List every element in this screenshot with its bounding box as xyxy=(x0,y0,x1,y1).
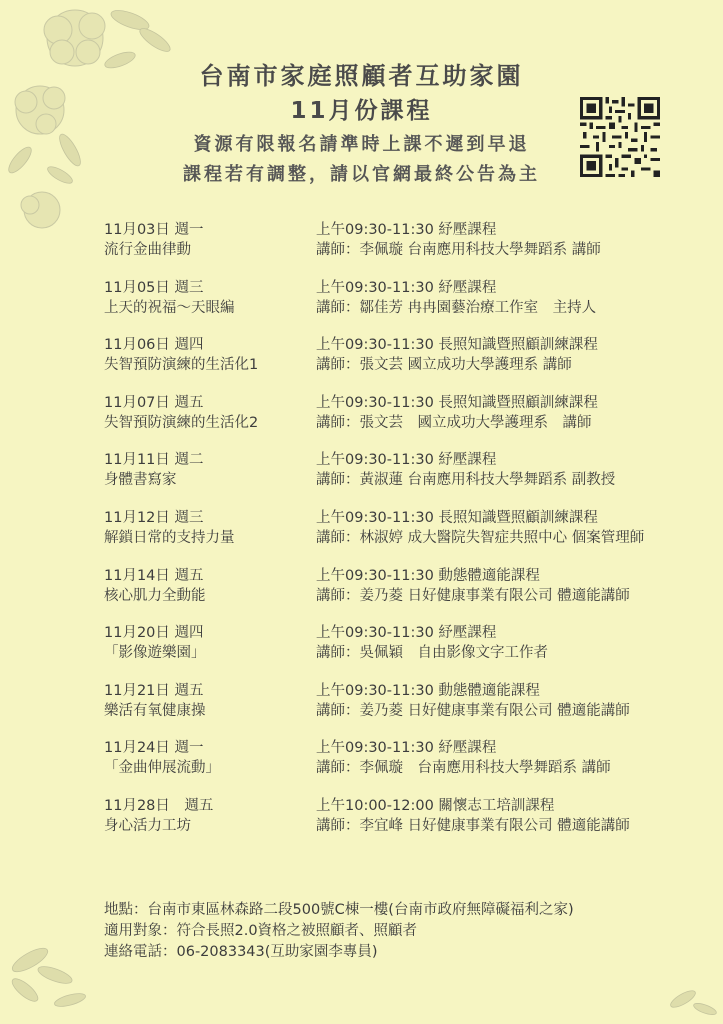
page-title: 台南市家庭照顧者互助家園 xyxy=(199,62,524,90)
qr-code-icon[interactable] xyxy=(580,97,660,177)
course-teacher: 講師：姜乃菱 日好健康事業有限公司 體適能講師 xyxy=(316,702,630,719)
schedule-row xyxy=(104,220,684,278)
course-name: 失智預防演練的生活化1 xyxy=(104,357,259,374)
course-date: 11月24日 週一 xyxy=(104,740,204,757)
course-date: 11月28日 週五 xyxy=(104,797,214,814)
course-teacher: 講師：李佩璇 台南應用科技大學舞蹈系 講師 xyxy=(316,760,611,777)
schedule-row xyxy=(104,508,684,566)
location-text: 地點：台南市東區林森路二段500號C棟一樓(台南市政府無障礙福利之家) xyxy=(104,902,574,918)
course-date: 11月12日 週三 xyxy=(104,509,204,526)
course-teacher: 講師：張文芸 國立成功大學護理系 講師 xyxy=(316,414,592,431)
course-time: 上午09:30-11:30 長照知識暨照顧訓練課程 xyxy=(316,394,598,411)
course-name: 流行金曲律動 xyxy=(104,242,191,258)
schedule-row xyxy=(104,623,684,681)
course-time: 上午09:30-11:30 紓壓課程 xyxy=(316,740,497,757)
course-date: 11月06日 週四 xyxy=(104,337,204,354)
course-name: 解鎖日常的支持力量 xyxy=(104,529,235,546)
schedule-row xyxy=(104,335,684,393)
course-time: 上午09:30-11:30 紓壓課程 xyxy=(316,279,497,296)
course-name: 失智預防演練的生活化2 xyxy=(104,414,259,431)
course-teacher: 講師：張文芸 國立成功大學護理系 講師 xyxy=(316,357,572,374)
notice-line-1: 資源有限報名請準時上課不遲到早退 xyxy=(193,134,530,155)
course-date: 11月14日 週五 xyxy=(104,567,204,584)
course-teacher: 講師：黃淑蓮 台南應用科技大學舞蹈系 副教授 xyxy=(316,472,616,489)
course-time: 上午09:30-11:30 紓壓課程 xyxy=(316,625,497,642)
course-date: 11月21日 週五 xyxy=(104,682,204,699)
course-teacher: 講師：李宜峰 日好健康事業有限公司 體適能講師 xyxy=(316,817,630,834)
course-time: 上午09:30-11:30 動態體適能課程 xyxy=(316,682,540,699)
footer-info xyxy=(104,900,574,963)
schedule-row xyxy=(104,738,684,796)
course-time: 上午09:30-11:30 動態體適能課程 xyxy=(316,567,540,584)
course-time: 上午09:30-11:30 長照知識暨照顧訓練課程 xyxy=(316,509,598,526)
schedule-row xyxy=(104,450,684,508)
course-time: 上午09:30-11:30 長照知識暨照顧訓練課程 xyxy=(316,337,598,354)
audience-text: 適用對象：符合長照2.0資格之被照顧者、照顧者 xyxy=(104,923,418,939)
month-title: 11月份課程 xyxy=(290,98,433,124)
course-name: 身體書寫家 xyxy=(104,472,177,489)
course-date: 11月07日 週五 xyxy=(104,394,204,411)
schedule-row xyxy=(104,796,684,854)
schedule-row xyxy=(104,566,684,624)
course-teacher: 講師：林淑婷 成大醫院失智症共照中心 個案管理師 xyxy=(316,529,645,546)
schedule-row xyxy=(104,278,684,336)
course-name: 「金曲伸展流動」 xyxy=(104,760,220,777)
course-date: 11月20日 週四 xyxy=(104,625,204,642)
schedule-row xyxy=(104,681,684,739)
course-name: 核心肌力全動能 xyxy=(104,587,206,604)
course-name: 身心活力工坊 xyxy=(104,817,191,834)
corner-decoration-icon xyxy=(633,964,723,1024)
course-date: 11月11日 週二 xyxy=(104,452,204,469)
course-name: 樂活有氧健康操 xyxy=(104,702,206,719)
course-time: 上午10:00-12:00 關懷志工培訓課程 xyxy=(316,797,555,814)
course-teacher: 講師：李佩璇 台南應用科技大學舞蹈系 講師 xyxy=(316,242,601,258)
leaf-decoration-icon xyxy=(0,930,110,1020)
course-name: 上天的祝福～天眼編 xyxy=(104,299,235,316)
course-name: 「影像遊樂園」 xyxy=(104,645,206,662)
notice-line-2: 課程若有調整，請以官網最終公告為主 xyxy=(183,164,540,185)
course-schedule xyxy=(104,220,684,854)
course-teacher: 講師：吳佩穎 自由影像文字工作者 xyxy=(316,645,548,662)
schedule-row xyxy=(104,393,684,451)
course-time: 上午09:30-11:30 紓壓課程 xyxy=(316,452,497,469)
course-date: 11月05日 週三 xyxy=(104,279,204,296)
course-date: 11月03日 週一 xyxy=(104,222,204,238)
course-teacher: 講師：鄒佳芳 冉冉園藝治療工作室 主持人 xyxy=(316,299,597,316)
course-time: 上午09:30-11:30 紓壓課程 xyxy=(316,222,497,238)
contact-text[interactable]: 連絡電話：06-2083343(互助家園李專員) xyxy=(104,944,378,960)
course-teacher: 講師：姜乃菱 日好健康事業有限公司 體適能講師 xyxy=(316,587,630,604)
